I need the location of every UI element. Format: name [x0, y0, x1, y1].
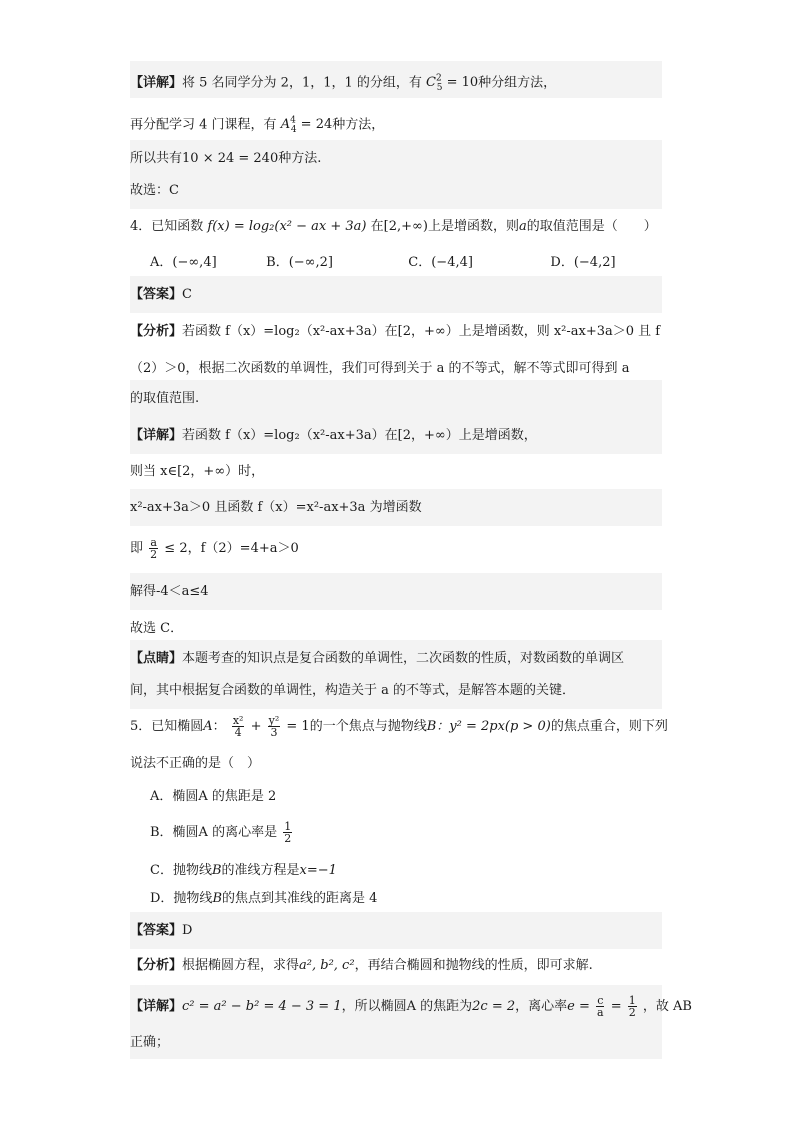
q4-answer: 【答案】C	[130, 276, 662, 313]
q5-stem-line-2: 说法不正确的是（ ）	[130, 756, 261, 771]
detail-tag: 【详解】	[130, 999, 183, 1014]
q5-answer: 【答案】D	[130, 912, 662, 949]
q3-detail-line-3: 所以共有10 × 24 = 240种方法.	[130, 140, 662, 177]
function-formula: f(x) = log₂(x² − ax + 3a)	[207, 219, 367, 234]
q4-detail-line-2: 则当 x∈[2，+∞）时，	[130, 464, 265, 479]
q5-option-d: D．抛物线B的焦点到其准线的距离是 4	[150, 891, 378, 906]
q5-option-a: A．椭圆A 的焦距是 2	[150, 789, 277, 804]
q4-stem: 4．已知函数 f(x) = log₂(x² − ax + 3a) 在[2,+∞)上是增函数，则a的取值范围是（ ）	[130, 219, 657, 234]
analysis-tag: 【分析】	[130, 324, 183, 339]
combination-formula: $C^2_5 = 10$	[426, 74, 479, 93]
fraction: $\frac{1}{2}$	[628, 994, 636, 1019]
analysis-tag: 【分析】	[130, 958, 183, 973]
fraction: $\frac{1}{2}$	[284, 820, 292, 845]
q4-option-c: C．(−4,4]	[408, 255, 473, 270]
q5-detail-line-1: 【详解】c² = a² − b² = 4 − 3 = 1，所以椭圆A 的焦距为2c = 2，离心率e = $\frac{c}{a}$ = $\frac{1}{2}$ ，故 AB	[130, 985, 662, 1029]
q4-point-line-2: 间，其中根据复合函数的单调性，构造关于 a 的不等式，是解答本题的关键．	[130, 672, 662, 709]
q4-analysis-line-2: （2）＞0，根据二次函数的单调性，我们可得到关于 a 的不等式，解不等式即可得到 a	[130, 361, 630, 376]
q3-detail-line-2: 再分配学习 4 门课程，有 $A^4_4 = 24$种方法，	[130, 116, 385, 135]
q4-option-a: A．(−∞,4]	[150, 255, 217, 270]
detail-tag: 【详解】	[130, 75, 183, 91]
q5-detail-line-2: 正确；	[130, 1027, 662, 1059]
q5-stem-line-1: 5．已知椭圆A： $\frac{\text{x²}}{4}$ + $\frac{\text{y²}}{3}$ = 1的一个焦点与抛物线B：y² = 2px(p > 0)的焦点重合，则下列	[130, 714, 668, 739]
q5-option-b: B．椭圆A 的离心率是 $\frac{1}{2}$	[150, 820, 292, 845]
q4-point-line-1: 【点睛】本题考查的知识点是复合函数的单调性，二次函数的性质，对数函数的单调区	[130, 640, 662, 677]
q5-analysis: 【分析】根据椭圆方程，求得a², b², c²，再结合椭圆和抛物线的性质，即可求解.	[130, 958, 593, 973]
q4-analysis-line-3: 的取值范围.	[130, 380, 662, 417]
interval: [2,+∞)	[383, 219, 428, 234]
point-tag: 【点睛】	[130, 651, 183, 666]
q4-analysis-line-1: 【分析】若函数 f（x）=log₂（x²-ax+3a）在[2，+∞）上是增函数，则 x²-ax+3a＞0 且 f	[130, 324, 661, 339]
q4-detail-line-6: 故选 C．	[130, 621, 184, 636]
q4-detail-line-1: 【详解】若函数 f（x）=log₂（x²-ax+3a）在[2，+∞）上是增函数，	[130, 417, 662, 454]
q4-option-b: B．(−∞,2]	[266, 255, 333, 270]
fraction: $\frac{c}{a}$	[597, 994, 604, 1019]
fraction: $\frac{\text{y²}}{3}$	[268, 714, 280, 739]
product-formula: 10 × 24 = 240	[182, 151, 279, 166]
q5-option-c: C．抛物线B的准线方程是x=−1	[150, 863, 337, 878]
answer-tag: 【答案】	[130, 287, 183, 302]
q4-option-d: D．(−4,2]	[550, 255, 616, 270]
q3-choice-line: 故选：C	[130, 172, 662, 209]
fraction: $\frac{\text{x²}}{4}$	[232, 714, 244, 739]
q3-detail-line-1: 【详解】将 5 名同学分为 2，1，1，1 的分组，有 $C^2_5 = 10$种分组方法，	[130, 61, 662, 98]
parabola-formula: B：y² = 2px(p > 0)	[426, 719, 551, 734]
arrangement-formula: $A^4_4 = 24$	[280, 116, 333, 135]
detail-tag: 【详解】	[130, 428, 183, 443]
fraction: $\frac{a}{2}$	[150, 536, 158, 561]
answer-tag: 【答案】	[130, 923, 183, 938]
q4-detail-line-5: 解得-4＜a≤4	[130, 573, 662, 610]
q4-detail-line-4: 即 $\frac{a}{2}$ ≤ 2，f（2）=4+a＞0	[130, 536, 299, 561]
q4-detail-line-3: x²-ax+3a＞0 且函数 f（x）=x²-ax+3a 为增函数	[130, 489, 662, 526]
